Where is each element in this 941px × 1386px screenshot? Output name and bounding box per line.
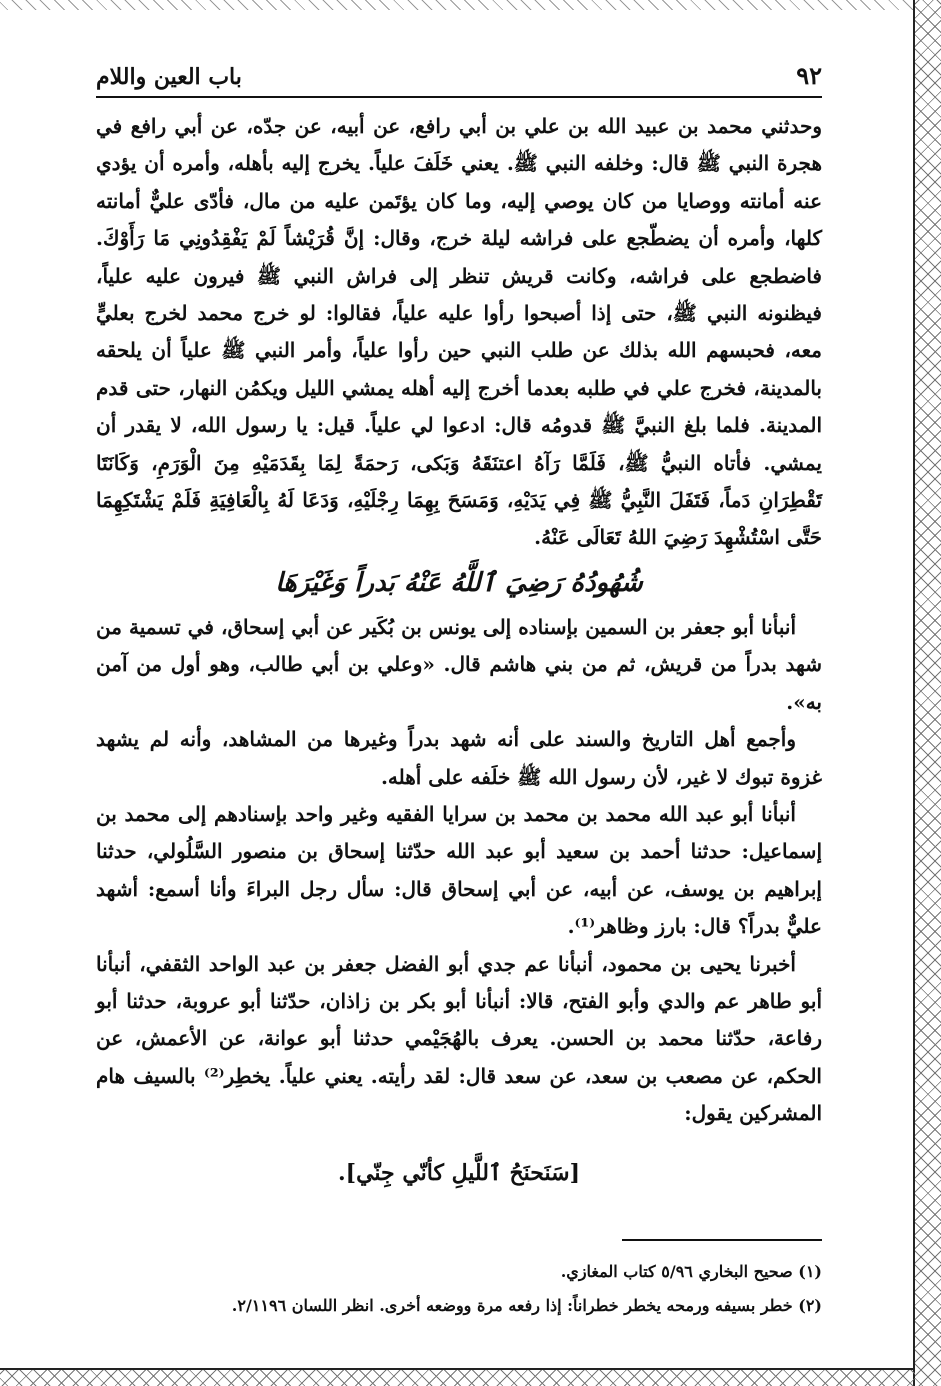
- book-page: [96, 62, 822, 1323]
- paragraph: وأجمع أهل التاريخ والسند على أنه شهد بدراً وغيرها من المشاهد، وأنه لم يشهد غزوة تبوك لا غير، لأن رسول الله ﷺ خلَفه على أهله.: [96, 727, 822, 789]
- footnotes: [96, 1255, 822, 1323]
- chapter-title: باب العين واللام: [96, 64, 242, 90]
- page-border-top: [0, 0, 915, 10]
- paragraph: وحدثني محمد بن عبيد الله بن علي بن أبي رافع، عن أبيه، عن جدّه، عن أبي رافع في هجرة النبي ﷺ قال: وخلفه النبي ﷺ. يعني خَلَفَ علياً. يخرج إليه بأهله، وأمره أن يؤدي عنه أمانته ووصايا من كان يوصي إليه، وما كان يؤتَمن عليه من مال، فأدّى عليٌّ أمانته كلها، وأمره أن يضطّجع على فراشه ليلة خرج، وقال: إنَّ قُرَيْشاً لَمْ يَفْقِدُونِي مَا رَأَوْكَ. فاضطجع على فراشه، وكانت قريش تنظر إلى فراش النبي ﷺ فيرون عليه علياً، فيظنونه النبي ﷺ، حتى إذا أصبحوا رأوا عليه علياً، فقالوا: لو خرج محمد لخرج بعليٍّ معه، فحبسهم الله بذلك عن طلب النبي حين رأوا علياً، وأمر النبي ﷺ علياً أن يلحقه بالمدينة، فخرج علي في طلبه بعدما أخرج إليه أهله يمشي الليل ويكمُن النهار، حتى قدم المدينة. فلما بلغ النبيَّ ﷺ قدومُه قال: ادعوا لي علياً. قيل: يا رسول الله، لا يقدر أن يمشي. فأتاه النبيُّ ﷺ، فَلَمَّا رَآهُ اعتنَقَهُ وَبَكى، رَحمَةً لِمَا بِقَدَمَيْهِ مِنَ الْوَرَمِ، وَكَانَتَا تَقْطِرَانِ دَماً، فَتَفَلَ النَّبِيُّ ﷺ فِي يَدَيْهِ، وَمَسَحَ بِهِمَا رِجْلَيْهِ، وَدَعَا لَهُ بِالْعَافِيَةِ فَلَمْ يَشْتَكِهِمَا حَتَّى اسْتُشْهِدَ رَضِيَ اللهُ تَعَالَى عَنْهُ.: [96, 114, 823, 550]
- page-border-right: [913, 0, 941, 1386]
- running-header: [96, 62, 822, 98]
- section-heading: شُهُودُهُ رَضِيَ ٱللَّهُ عَنْهُ بَدراً وَغَيْرَهَا: [275, 567, 643, 598]
- paragraph: أخبرنا يحيى بن محمود، أنبأنا عم جدي أبو الفضل جعفر بن عبد الواحد الثقفي، أنبأنا أبو طاهر عم والدي وأبو الفتح، قالا: أنبأنا أبو بكر بن زاذان، حدّثنا أبو عروبة، حدثنا أبو رفاعة، حدّثنا محمد بن الحسن. يعرف بالهُجَيْمي حدثنا أبو عوانة، عن الأعمش، عن الحكم، عن مصعب بن سعد، عن سعد قال: لقد رأيته. يعني علياً. يخطِر⁽²⁾ بالسيف هام المشركين يقول:: [96, 951, 822, 1126]
- poem-verse: [سَنَحنَحُ ٱللَّيلِ كأنّي جِنّي].: [338, 1159, 580, 1186]
- page-number: ٩٢: [796, 61, 822, 90]
- footnote-divider: [622, 1239, 822, 1241]
- footnote: (١) صحيح البخاري ٥/٩٦ كتاب المغازي.: [560, 1261, 822, 1281]
- page-border-bottom: [0, 1368, 915, 1386]
- paragraph: أنبأنا أبو جعفر بن السمين بإسناده إلى يونس بن بُكَير عن أبي إسحاق، في تسمية من شهد بدراً من قريش، ثم من بني هاشم قال. «وعلي بن أبي طالب، وهو أول من آمن به».: [96, 614, 822, 714]
- main-text: [96, 108, 822, 1193]
- footnote: (٢) خطر بسيفه ورمحه يخطر خطراناً: إذا رفعه مرة ووضعه أخرى. انظر اللسان ٢/١١٩٦.: [231, 1295, 822, 1315]
- paragraph: أنبأنا أبو عبد الله محمد بن محمد بن سرايا الفقيه وغير واحد بإسنادهم إلى محمد بن إسماعيل: حدثنا أحمد بن سعيد أبو عبد الله حدّثنا إسحاق بن منصور السَّلُولي، حدثنا إبراهيم بن يوسف، عن أبيه، عن أبي إسحاق قال: سأل رجل البراءَ وأنا أسمع: أشهد عليٌّ بدراً؟ قال: بارز وظاهر⁽¹⁾.: [96, 801, 822, 939]
